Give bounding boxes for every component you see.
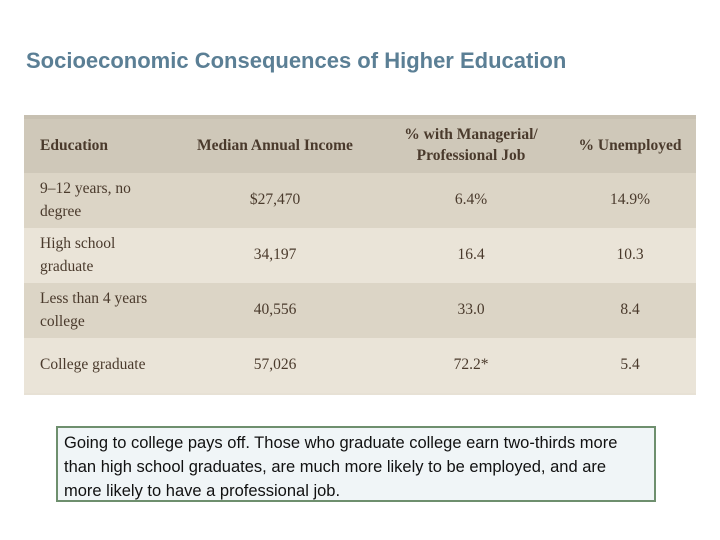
cell-unemployed: 8.4 [564, 283, 696, 338]
cell-unemployed: 10.3 [564, 228, 696, 283]
table-row [24, 338, 696, 393]
table-row [24, 283, 696, 338]
cell-education: High school graduate [24, 228, 172, 283]
caption-box [56, 426, 656, 502]
header-education: Education [24, 119, 172, 173]
cell-managerial: 6.4% [378, 173, 564, 228]
cell-income: $27,470 [172, 173, 378, 228]
table-row [24, 228, 696, 283]
cell-education: Less than 4 years college [24, 283, 172, 338]
cell-managerial: 72.2* [378, 338, 564, 393]
cell-income: 40,556 [172, 283, 378, 338]
caption-text: Going to college pays off. Those who graduate college earn two-thirds more than high school graduates, are much more likely to be employed, and are more likely to have a professional job. [64, 434, 618, 500]
cell-managerial: 33.0 [378, 283, 564, 338]
table-header-row [24, 119, 696, 173]
cell-unemployed: 5.4 [564, 338, 696, 393]
header-unemployed: % Unemployed [564, 119, 696, 173]
header-median-income: Median Annual Income [172, 119, 378, 173]
education-table-container [24, 115, 696, 395]
cell-unemployed: 14.9% [564, 173, 696, 228]
table-row [24, 173, 696, 228]
education-table [24, 119, 696, 393]
cell-education: 9–12 years, no degree [24, 173, 172, 228]
cell-education: College graduate [24, 338, 172, 393]
cell-income: 34,197 [172, 228, 378, 283]
slide-title: Socioeconomic Consequences of Higher Education [26, 48, 567, 73]
cell-managerial: 16.4 [378, 228, 564, 283]
header-managerial-job: % with Managerial/ Professional Job [378, 119, 564, 173]
cell-income: 57,026 [172, 338, 378, 393]
